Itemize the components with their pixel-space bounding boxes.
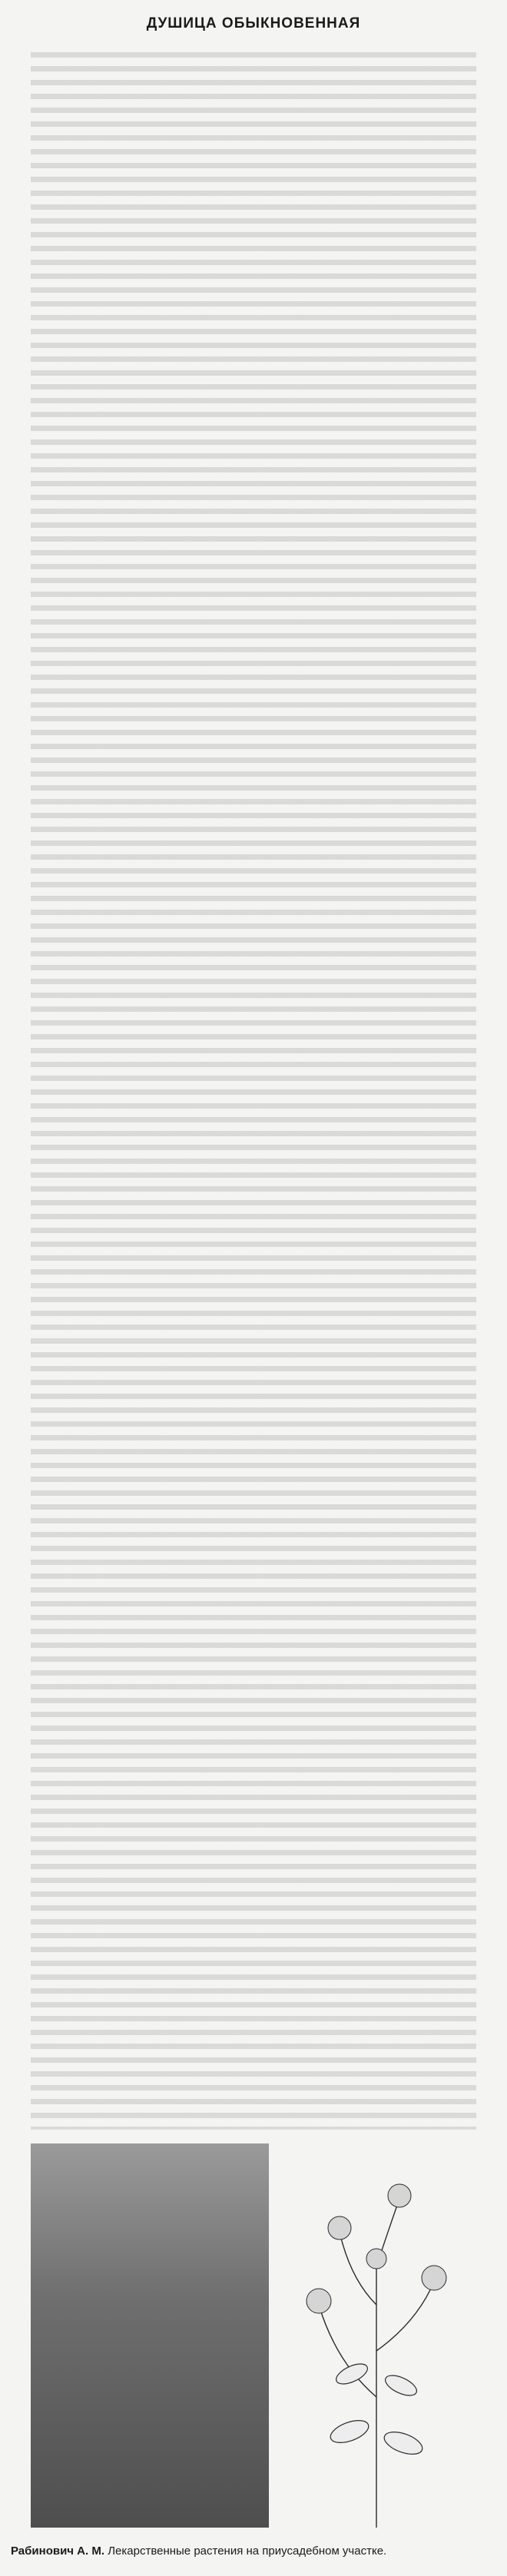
footer-citation <box>11 2545 502 2558</box>
illustration <box>31 2143 476 2528</box>
article-title: ДУШИЦА ОБЫКНОВЕННАЯ <box>146 15 361 31</box>
plant-drawing <box>277 2143 476 2528</box>
footer-author: Рабинович А. М. <box>11 2545 105 2558</box>
footer-book: Лекарственные растения на приусадебном участке. <box>108 2545 387 2558</box>
plant-photo <box>31 2143 269 2528</box>
article-text-block <box>31 48 476 2130</box>
